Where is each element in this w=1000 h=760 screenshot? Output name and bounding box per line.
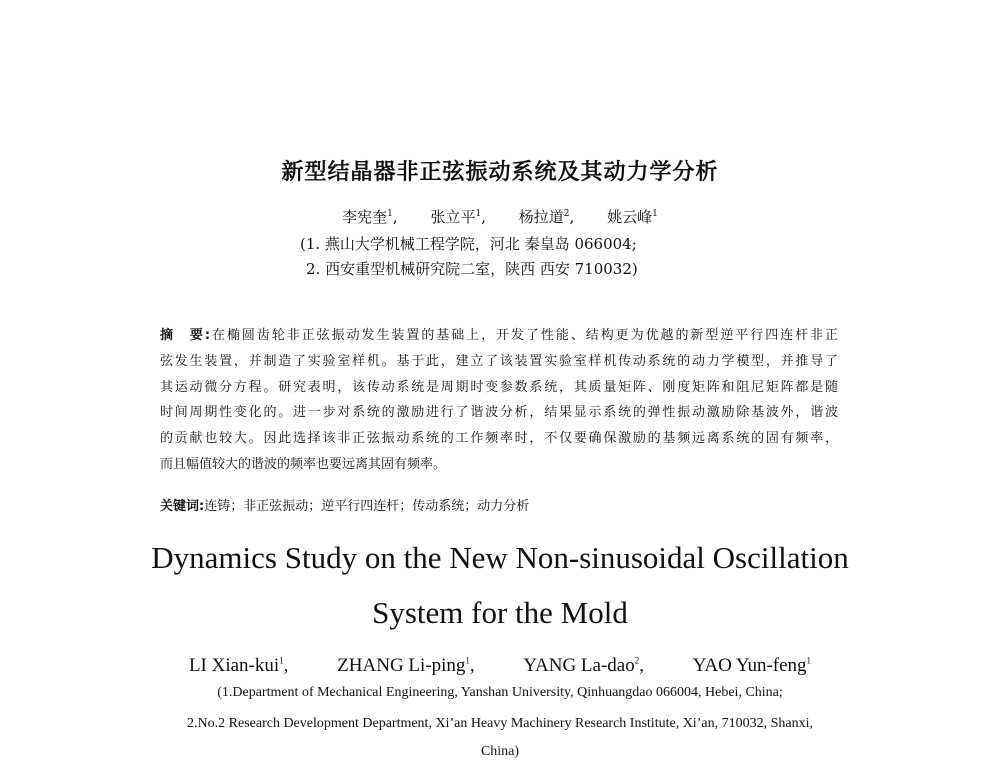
keywords: 关键词:连铸；非正弦振动；逆平行四连杆；传动系统；动力分析: [160, 499, 530, 514]
english-title-line: Dynamics Study on the New Non-sinusoidal Oscillation: [151, 540, 849, 575]
english-affiliation: China): [480, 744, 520, 759]
chinese-affiliation: 2. 西安重型机械研究院二室，陕西 西安 710032): [306, 260, 638, 278]
author: YAO Yun-feng$^1$: [692, 655, 812, 676]
author: 杨拉道$^2$,: [518, 208, 575, 226]
author: LI Xian-kui$^1$,: [188, 655, 289, 676]
author: 张立平$^1$,: [430, 208, 486, 226]
chinese-authors: [0, 206, 1000, 227]
abstract-line: 摘 要:在椭圆齿轮非正弦振动发生装置的基础上，开发了性能、结构更为优越的新型逆平行四连杆非正: [160, 328, 838, 343]
author: 姚云峰$^1$: [607, 208, 658, 226]
chinese-affiliation: (1. 燕山大学机械工程学院，河北 秦皇岛 066004;: [300, 235, 637, 253]
english-authors: [0, 655, 1000, 677]
chinese-title: 新型结晶器非正弦振动系统及其动力学分析: [281, 160, 719, 185]
english-affiliation: (1.Department of Mechanical Engineering, Yanshan University, Qinhuangdao 066004, Hebei, China;: [217, 685, 783, 700]
english-title-line: System for the Mold: [372, 595, 628, 630]
author: ZHANG Li-ping$^1$,: [337, 655, 475, 676]
author: YANG La-dao$^2$,: [523, 655, 644, 676]
abstract-line: 的贡献也较大。因此选择该非正弦振动系统的工作频率时，不仅要确保激励的基频远离系统的固有频率，: [160, 431, 838, 446]
abstract-label: 摘 要:: [160, 328, 211, 343]
keywords-label: 关键词:: [160, 499, 205, 514]
abstract-line: 其运动微分方程。研究表明，该传动系统是周期时变参数系统，其质量矩阵、刚度矩阵和阻尼矩阵都是随: [160, 380, 838, 395]
abstract-line: 弦发生装置，并制造了实验室样机。基于此，建立了该装置实验室样机传动系统的动力学模型，并推导了: [160, 354, 838, 369]
abstract-line: 而且幅值较大的谐波的频率也要远离其固有频率。: [160, 457, 447, 472]
abstract-line: 时间周期性变化的。进一步对系统的激励进行了谐波分析，结果显示系统的弹性振动激励除基波外，谐波: [160, 405, 838, 420]
english-affiliation: 2.No.2 Research Development Department, Xi’an Heavy Machinery Research Institute, Xi’an, 710032, Shanxi,: [187, 716, 813, 731]
author: 李宪奎$^1$,: [342, 208, 398, 226]
